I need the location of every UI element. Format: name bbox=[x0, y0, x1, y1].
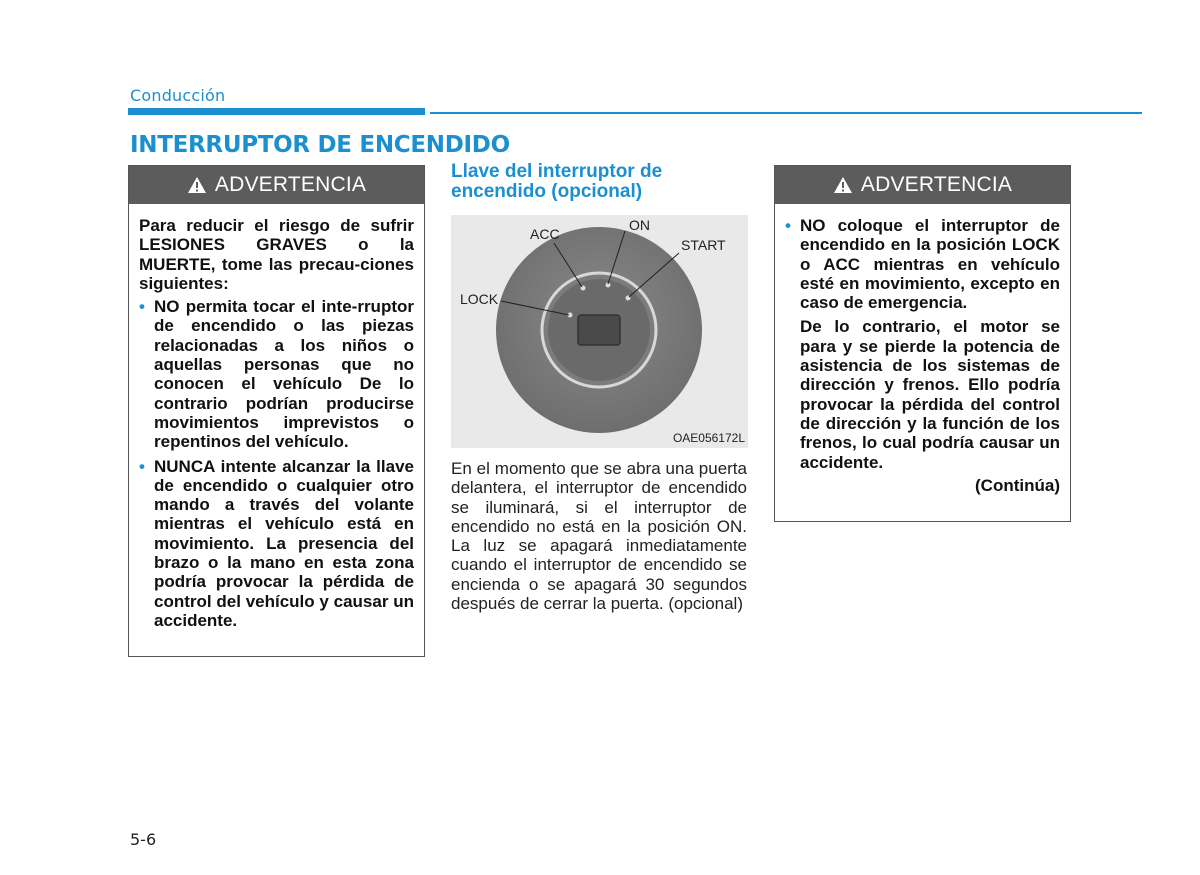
label-acc: ACC bbox=[530, 226, 560, 242]
section-header: Conducción bbox=[130, 86, 226, 105]
warning-triangle-icon bbox=[833, 176, 853, 194]
bullet-icon: • bbox=[785, 216, 791, 235]
warning-box-right bbox=[774, 165, 1071, 522]
warning-header bbox=[775, 166, 1070, 204]
header-rule-thick bbox=[128, 108, 425, 115]
warning-list bbox=[139, 297, 414, 630]
bullet-icon: • bbox=[139, 456, 145, 476]
warning-heading: ADVERTENCIA bbox=[214, 173, 367, 196]
list-item: • NUNCA intente alcanzar la llave de encendido o cualquier otro mando a través del volante mientras el vehículo está en movimiento. La presencia del brazo o la mano en esta zona podría provocar la pérdida de control del vehículo y causar un accidente. bbox=[139, 456, 414, 630]
label-start: START bbox=[681, 237, 726, 253]
warning-body bbox=[129, 204, 424, 645]
page-title: INTERRUPTOR DE ENCENDIDO bbox=[130, 132, 510, 158]
header-rule-thin bbox=[430, 112, 1142, 114]
warning-triangle-icon bbox=[187, 176, 207, 194]
warning-body bbox=[775, 204, 1070, 505]
continues-label: (Continúa) bbox=[975, 475, 1060, 495]
label-on: ON bbox=[629, 217, 650, 233]
warning-intro: Para reducir el riesgo de sufrir LESIONES GRAVES o la MUERTE, tome las precau-ciones siguientes: bbox=[139, 216, 414, 293]
list-item: • NO permita tocar el inte-rruptor de encendido o las piezas relacionadas a los niños o aquellas personas que no conocen el vehículo De lo contrario podrían producirse movimientos imprevistos o repentinos del vehículo. bbox=[139, 297, 414, 452]
warning-box-left bbox=[128, 165, 425, 657]
list-item: • NO coloque el interruptor de encendido en la posición LOCK o ACC mientras en vehículo esté en movimiento, excepto en caso de emergencia. bbox=[785, 216, 1060, 313]
ignition-switch-figure bbox=[451, 215, 748, 448]
warning-list bbox=[785, 216, 1060, 312]
figure-code: OAE056172L bbox=[672, 431, 745, 445]
warning-paragraph: De lo contrario, el motor se para y se pierde la potencia de asistencia de los sistemas de dirección y frenos. Ello podría provocar la pérdida del control de dirección y la función de los frenos, lo cual podría causar un accidente. bbox=[800, 317, 1060, 472]
bullet-icon: • bbox=[139, 297, 145, 317]
body-paragraph: En el momento que se abra una puerta delantera, el interruptor de encendido se iluminará, si el interruptor de encendido no está en la posición ON. La luz se apagará inmediatamente cuando el interruptor de encendido se encienda o se apagará 30 segundos después de cerrar la puerta. (opcional) bbox=[451, 459, 747, 614]
warning-header bbox=[129, 166, 424, 204]
section-subtitle: Llave del interruptor de encendido (opcional) bbox=[451, 161, 663, 202]
warning-heading: ADVERTENCIA bbox=[860, 173, 1013, 196]
label-lock: LOCK bbox=[460, 291, 499, 307]
page-number: 5-6 bbox=[130, 830, 157, 849]
